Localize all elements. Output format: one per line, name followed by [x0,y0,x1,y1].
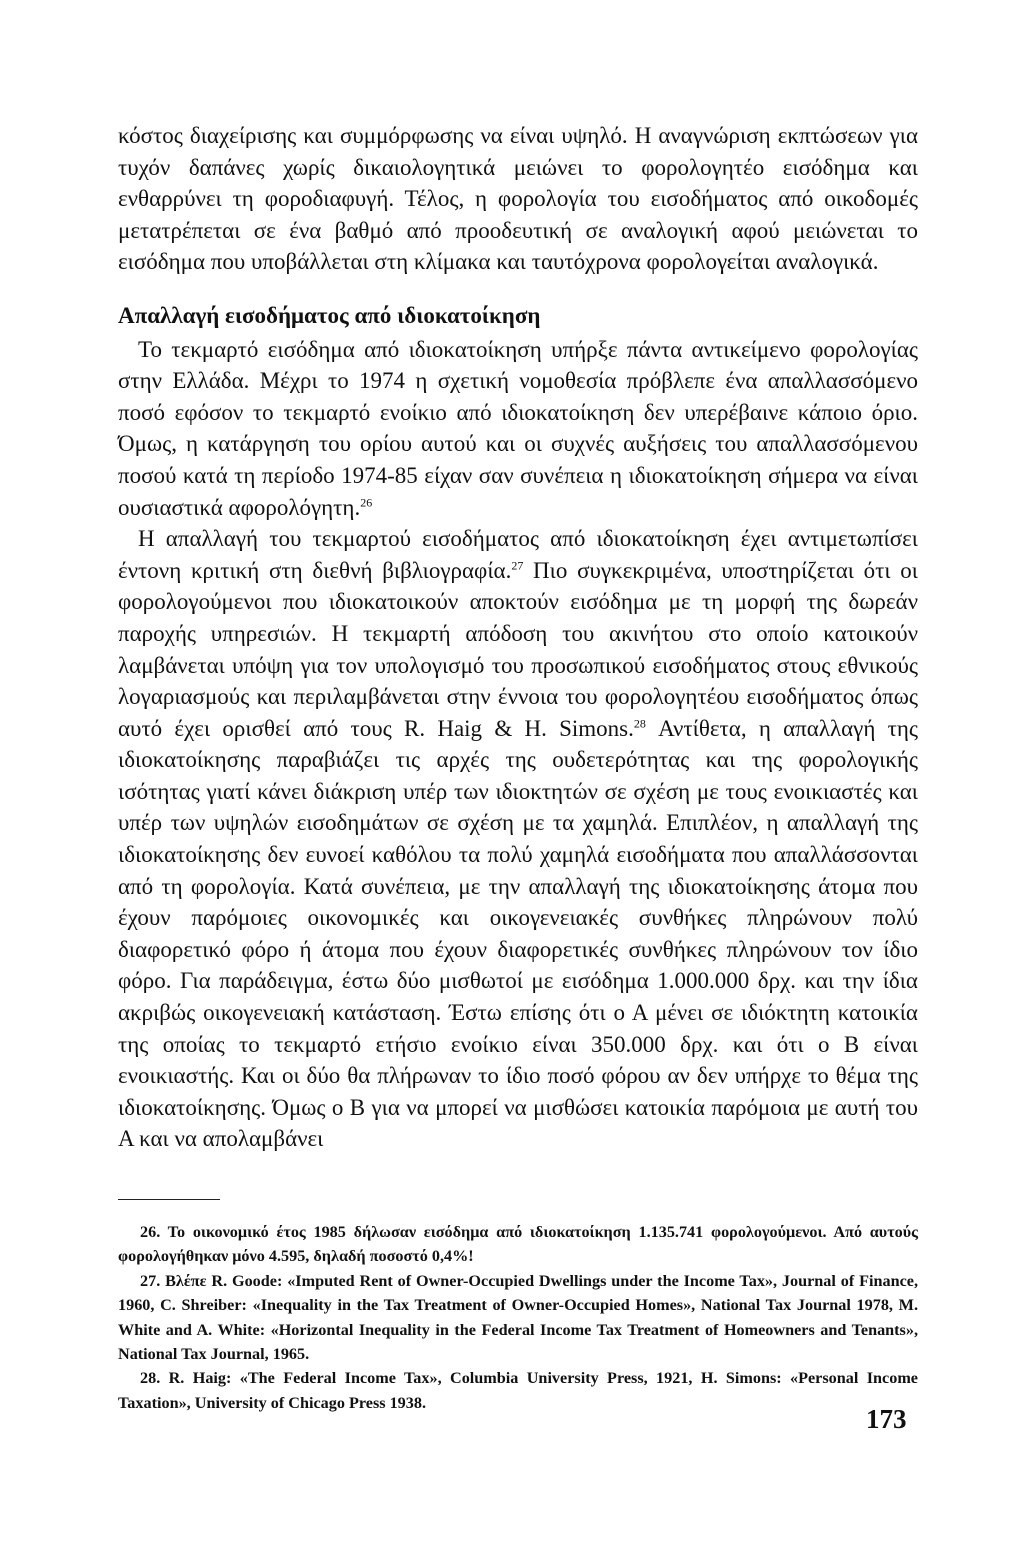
page-body [118,120,918,1415]
footnote-28: 28. R. Haig: «The Federal Income Tax», Columbia University Press, 1921, H. Simons: «Personal Income Taxation», University of Chicago Press 1938. [118,1369,918,1412]
paragraph-2-part-b: Πιο συγκεκριμένα, υποστηρίζεται ότι οι φορολογούμενοι που ιδιοκατοικούν αποκτούν εισόδημα με τη μορφή της δωρεάν παροχής υπηρεσιών. Η τεκμαρτή απόδοση του ακινήτου στο οποίο κατοικούν λαμβάνεται υπόψη για τον υπολογισμό του προσωπικού εισοδήματος στους εθνικούς λογαριασμούς και περιλαμβάνεται στην έννοια του φορολογητέου εισοδήματος όπως αυτό έχει ορισθεί από τους R. Haig & H. Simons. [118,557,918,741]
intro-paragraph: κόστος διαχείρισης και συμμόρφωσης να είναι υψηλό. Η αναγνώριση εκπτώσεων για τυχόν δαπάνες χωρίς δικαιολογητικά μειώνει το φορολογητέο εισόδημα και ενθαρρύνει τη φοροδιαφυγή. Τέλος, η φορολογία του εισοδήματος από οικοδομές μετατρέπεται σε ένα βαθμό από προοδευτική σε αναλογική αφού μειώνεται το εισόδημα που υποβάλλεται στη κλίμακα και ταυτόχρονα φορολογείται αναλογικά. [118,123,918,275]
paragraph-2-part-c: Αντίθετα, η απαλλαγή της ιδιοκατοίκησης παραβιάζει τις αρχές της ουδετερότητας και της φορολογικής ισότητας γιατί κάνει διάκριση υπέρ των ιδιοκτητών σε σχέση με τους ενοικιαστές και υπέρ των υψηλών εισοδημάτων σε σχέση με τα χαμηλά. Επιπλέον, η απαλλαγή της ιδιοκατοίκησης δεν ευνοεί καθόλου τα πολύ χαμηλά εισοδήματα που απαλλάσσονται από τη φορολογία. Κατά συνέπεια, με την απαλλαγή της ιδιοκατοίκησης άτομα που έχουν παρόμοιες οικονομικές και οικογενειακές συνθήκες πληρώνουν πολύ διαφορετικό φόρο ή άτομα που έχουν διαφορετικές συνθήκες πληρώνουν τον ίδιο φόρο. Για παράδειγμα, έστω δύο μισθωτοί με εισόδημα 1.000.000 δρχ. και την ίδια ακριβώς οικογενειακή κατάσταση. Έστω επίσης ότι ο Α μένει σε ιδιόκτητη κατοικία της οποίας το τεκμαρτό ετήσιο ενοίκιο είναι 350.000 δρχ. και ότι ο Β είναι ενοικιαστής. Και οι δύο θα πλήρωναν το ίδιο ποσό φόρου αν δεν υπήρχε το θέμα της ιδιοκατοίκησης. Όμως ο Β για να μπορεί να μισθώσει κατοικία παρόμοια με αυτή του Α και να απολαμβάνει [118,715,918,1152]
paragraph-1-text: Το τεκμαρτό εισόδημα από ιδιοκατοίκηση υπήρξε πάντα αντικείμενο φορολογίας στην Ελλάδα. Μέχρι το 1974 η σχετική νομοθεσία πρόβλεπε ένα απαλλασσόμενο ποσό εφόσον το τεκμαρτό ενοίκιο από ιδιοκατοίκηση δεν υπερέβαινε κάποιο όριο. Όμως, η κατάργηση του ορίου αυτού και οι συχνές αυξήσεις του απαλλασσόμενου ποσού κατά τη περίοδο 1974-85 είχαν σαν συνέπεια η ιδιοκατοίκηση σήμερα να είναι ουσιαστικά αφορολόγητη. [118,336,918,520]
footnotes [118,1220,918,1415]
footnote-ref-26[interactable]: 26 [360,494,373,509]
footnote-26: 26. Το οικονομικό έτος 1985 δήλωσαν εισόδημα από ιδιοκατοίκηση 1.135.741 φορολογούμενοι. Από αυτούς φορολογήθηκαν μόνο 4.595, δηλαδή ποσοστό 0,4%! [118,1223,918,1266]
footnote-27: 27. Βλέπε R. Goode: «Imputed Rent of Owner-Occupied Dwellings under the Income Tax», Journal of Finance, 1960, C. Shreiber: «Inequality in the Tax Treatment of Owner-Occupied Homes», National Tax Journal 1978, M. White and A. White: «Horizontal Inequality in the Federal Income Tax Treatment of Homeowners and Tenants», National Tax Journal, 1965. [118,1271,918,1364]
footnote-ref-28[interactable]: 28 [633,716,646,731]
footnote-ref-27[interactable]: 27 [511,558,524,573]
paragraph-2 [118,523,918,1155]
paragraph-2-part-a: Η απαλλαγή του τεκμαρτού εισοδήματος από ιδιοκατοίκηση έχει αντιμετωπίσει έντονη κριτική στη διεθνή βιβλιογραφία. [118,526,918,583]
page-number: 173 [866,1404,907,1434]
section-heading: Απαλλαγή εισοδήματος από ιδιοκατοίκηση [118,302,541,328]
paragraph-1 [118,334,918,524]
footnote-divider [118,1199,220,1200]
